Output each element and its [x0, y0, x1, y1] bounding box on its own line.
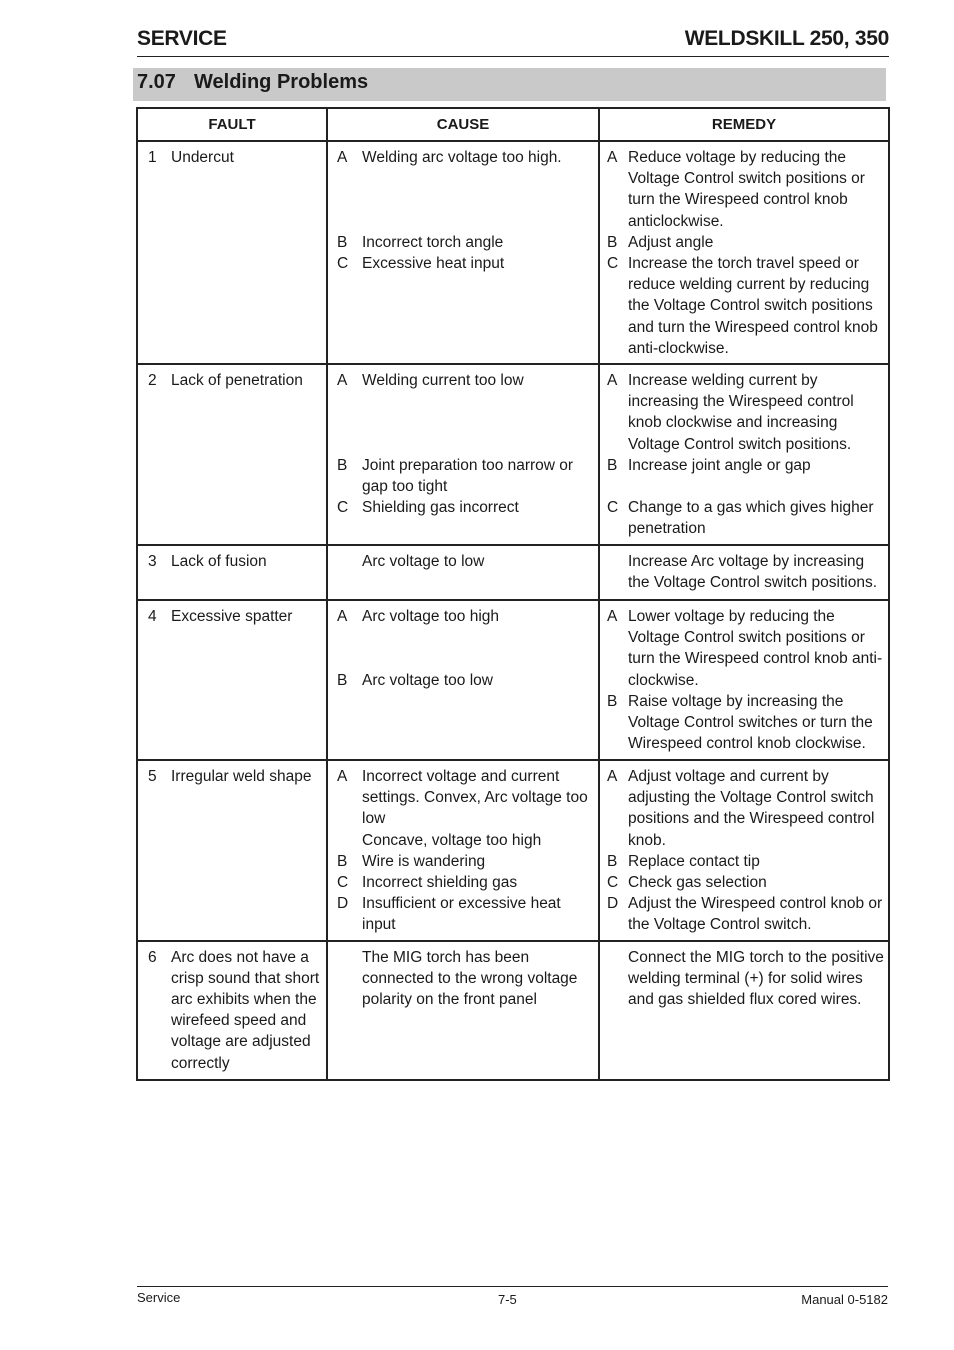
cause-letter: B — [337, 456, 348, 474]
cause-text: The MIG torch has been connected to the wrong voltage polarity on the front panel — [362, 948, 578, 1009]
remedy-text: Increase Arc voltage by increasing the Voltage Control switch positions. — [628, 553, 877, 592]
fault-text: Arc does not have a crisp sound that short arc exhibits when the wirefeed speed and voltage are adjusted correctly — [171, 948, 320, 1072]
cause-text: Incorrect shielding gas — [362, 874, 518, 892]
section-heading — [133, 68, 886, 101]
remedy-text: Adjust angle — [628, 233, 714, 251]
page-header — [137, 27, 889, 57]
remedy-text: Connect the MIG torch to the positive welding terminal (+) for solid wires and gas shielded flux cored wires. — [628, 948, 884, 1009]
remedy-letter: B — [607, 692, 618, 710]
cause-cell — [327, 141, 599, 364]
cause-text: Insufficient or excessive heat input — [362, 895, 561, 934]
table-row — [137, 545, 889, 600]
fault-number: 5 — [148, 768, 157, 786]
cause-text: Welding arc voltage too high. — [362, 149, 562, 166]
fault-text: Lack of fusion — [171, 553, 267, 571]
cause-letter: C — [337, 254, 349, 272]
page-footer — [137, 1286, 888, 1307]
remedy-text: Increase welding current by increasing the Wirespeed control knob clockwise and increasing Voltage Control switch positions. — [628, 372, 854, 453]
cause-text: Arc voltage to low — [362, 553, 485, 571]
cause-letter: B — [337, 233, 348, 251]
remedy-letter: C — [607, 255, 619, 273]
remedy-cell — [599, 141, 889, 364]
remedy-letter: C — [607, 499, 619, 517]
table-header-row — [137, 108, 889, 141]
table-row — [137, 941, 889, 1080]
cause-text: Excessive heat input — [362, 254, 505, 272]
remedy-text: Increase joint angle or gap — [628, 456, 811, 474]
remedy-letter: A — [607, 608, 618, 626]
table-row — [137, 364, 889, 545]
header-product-name: WELDSKILL 250, 350 — [684, 27, 889, 50]
fault-cell — [137, 760, 327, 941]
remedy-text: Adjust voltage and current by adjusting the Voltage Control switch positions and the Wirespeed control knob. — [628, 768, 875, 849]
cause-letter: A — [337, 768, 348, 786]
remedy-letter: D — [607, 895, 619, 913]
cause-text: Arc voltage too low — [362, 671, 493, 689]
cause-cell — [327, 545, 599, 600]
table-row — [137, 141, 889, 364]
cause-letter: A — [337, 608, 348, 626]
column-header-cause: CAUSE — [327, 108, 599, 141]
remedy-letter: A — [607, 372, 618, 390]
cause-cell — [327, 760, 599, 941]
remedy-text: Raise voltage by increasing the Voltage Control switches or turn the Wirespeed control knob clockwise. — [628, 692, 873, 753]
cause-text: Concave, voltage too high — [362, 831, 542, 849]
remedy-text: Increase the torch travel speed or reduce welding current by reducing the Voltage Control switch positions and turn the Wirespeed control knob anti-clockwise. — [628, 255, 878, 357]
cause-cell — [327, 600, 599, 760]
fault-cell — [137, 364, 327, 545]
page-number: 7-5 — [498, 1292, 517, 1307]
cause-cell — [327, 364, 599, 545]
remedy-cell — [599, 760, 889, 941]
remedy-cell — [599, 364, 889, 545]
cause-letter: B — [337, 852, 348, 870]
remedy-letter: C — [607, 874, 619, 892]
cause-text: Welding current too low — [362, 372, 524, 390]
cause-text: Incorrect torch angle — [362, 233, 504, 251]
column-header-fault: FAULT — [137, 108, 327, 141]
fault-number: 6 — [148, 948, 157, 966]
remedy-letter: B — [607, 852, 618, 870]
fault-cell — [137, 600, 327, 760]
fault-number: 2 — [148, 372, 157, 390]
section-number: 7.07 — [137, 71, 176, 93]
section-title: Welding Problems — [194, 71, 369, 93]
fault-number: 1 — [148, 149, 157, 166]
manual-number: Manual 0-5182 — [801, 1292, 888, 1307]
fault-number: 4 — [148, 608, 157, 626]
fault-text: Lack of penetration — [171, 372, 303, 390]
column-header-remedy: REMEDY — [599, 108, 889, 141]
remedy-letter: A — [607, 768, 618, 786]
remedy-cell — [599, 545, 889, 600]
cause-letter: B — [337, 671, 348, 689]
remedy-letter: B — [607, 233, 618, 251]
welding-problems-table — [136, 107, 890, 1081]
remedy-text: Check gas selection — [628, 874, 767, 892]
remedy-text: Reduce voltage by reducing the Voltage Control switch positions or turn the Wirespeed control knob anticlockwise. — [628, 149, 865, 230]
cause-text: Wire is wandering — [362, 852, 486, 870]
cause-text: Incorrect voltage and current settings. Convex, Arc voltage too low — [362, 768, 588, 828]
fault-cell — [137, 545, 327, 600]
cause-text: Joint preparation too narrow or gap too tight — [362, 456, 574, 495]
fault-cell — [137, 941, 327, 1080]
header-section-label: SERVICE — [137, 27, 227, 50]
footer-section: Service — [137, 1290, 181, 1305]
remedy-cell — [599, 941, 889, 1080]
cause-letter: D — [337, 895, 349, 913]
remedy-letter: A — [607, 149, 618, 166]
remedy-cell — [599, 600, 889, 760]
fault-text: Excessive spatter — [171, 608, 293, 626]
fault-text: Irregular weld shape — [171, 768, 312, 786]
fault-cell — [137, 141, 327, 364]
fault-number: 3 — [148, 553, 157, 571]
table-row — [137, 760, 889, 941]
cause-letter: A — [337, 372, 348, 390]
cause-letter: C — [337, 499, 349, 517]
remedy-text: Adjust the Wirespeed control knob or the Voltage Control switch. — [628, 895, 883, 934]
remedy-text: Lower voltage by reducing the Voltage Control switch positions or turn the Wirespeed control knob anti-clockwise. — [628, 608, 883, 689]
remedy-text: Change to a gas which gives higher penetration — [628, 499, 874, 538]
remedy-letter: B — [607, 456, 618, 474]
fault-text: Undercut — [171, 149, 234, 166]
cause-letter: A — [337, 149, 348, 166]
cause-letter: C — [337, 874, 349, 892]
table-row — [137, 600, 889, 760]
cause-cell — [327, 941, 599, 1080]
remedy-text: Replace contact tip — [628, 852, 760, 870]
cause-text: Arc voltage too high — [362, 608, 500, 626]
cause-text: Shielding gas incorrect — [362, 499, 519, 517]
